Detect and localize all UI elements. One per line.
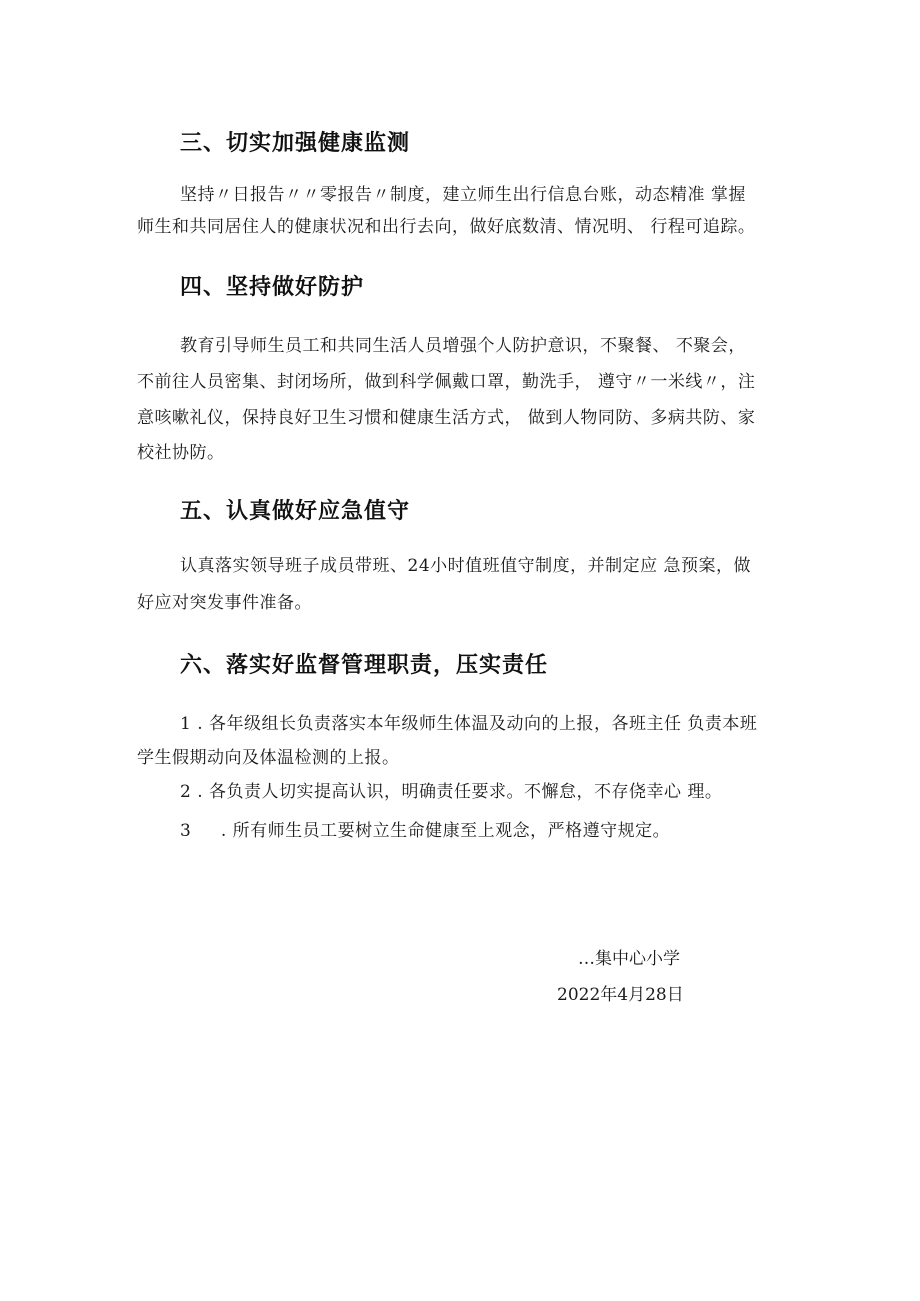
signature-school: …集中心小学 (578, 949, 680, 969)
section-6-line-2: 学生假期动向及体温检测的上报。 (137, 748, 400, 768)
section-4-line-3: 意咳嗽礼仪，保持良好卫生习惯和健康生活方式， 做到人物同防、多病共防、家 (137, 408, 756, 428)
signature-date: 2022年4月28日 (557, 985, 684, 1005)
section-6-line-1: 1 . 各年级组长负责落实本年级师生体温及动向的上报，各班主任 负责本班 (180, 714, 758, 734)
section-5-line-2: 好应对突发事件准备。 (137, 593, 312, 613)
section-6-line-3: 2 . 各负责人切实提高认识，明确责任要求。不懈怠，不存侥幸心 理。 (180, 782, 723, 802)
section-5-line-1: 认真落实领导班子成员带班、24小时值班值守制度，并制定应 急预案，做 (180, 556, 752, 576)
section-3-line-2: 师生和共同居住人的健康状况和出行去向，做好底数清、情况明、 行程可追踪。 (137, 217, 756, 237)
section-heading-4: 四、坚持做好防护 (180, 275, 365, 300)
section-3-line-1: 坚持〃日报告〃〃零报告〃制度，建立师生出行信息台账，动态精准 掌握 (180, 185, 746, 205)
section-4-line-4: 校社协防。 (137, 443, 225, 463)
section-heading-3: 三、切实加强健康监测 (180, 131, 411, 156)
section-heading-5: 五、认真做好应急值守 (180, 499, 411, 524)
section-4-line-1: 教育引导师生员工和共同生活人员增强个人防护意识，不聚餐、 不聚会， (180, 336, 746, 356)
section-heading-6: 六、落实好监督管理职责，压实责任 (180, 653, 549, 678)
section-4-line-2: 不前往人员密集、封闭场所，做到科学佩戴口罩，勤洗手， 遵守〃一米线〃，注 (137, 372, 756, 392)
section-6-line-4: 3 . 所有师生员工要树立生命健康至上观念，严格遵守规定。 (180, 821, 671, 841)
